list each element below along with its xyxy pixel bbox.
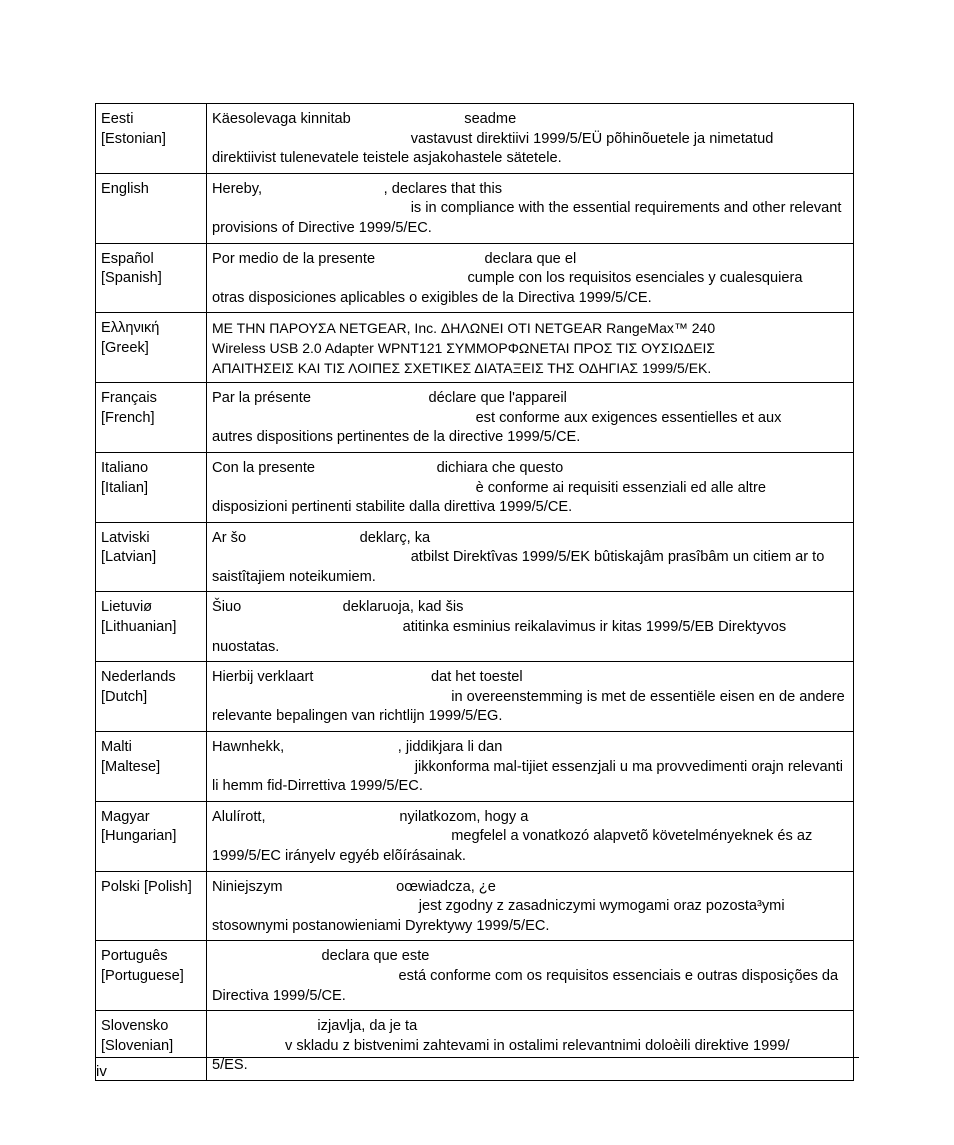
language-label: Italiano [Italian] [101,459,149,496]
declaration-table-body [96,104,854,1081]
declaration-cell [207,592,854,662]
language-cell [96,173,207,243]
language-cell [96,383,207,453]
table-row [96,801,854,871]
declaration-line: in overeenstemming is met de essentiële eisen en de andere [212,688,845,705]
declaration-line: li hemm fid-Dirrettiva 1999/5/EC. [212,778,423,795]
language-cell [96,104,207,174]
declaration-cell [207,313,854,383]
declaration-line: megfelel a vonatkozó alapvetõ követelményeknek és az [212,828,813,845]
language-label: Eesti [Estonian] [101,111,166,147]
language-label: Português [Portuguese] [101,948,184,984]
declaration-line: otras disposiciones aplicables o exigibles de la Directiva 1999/5/CE. [212,289,652,306]
table-row [96,383,854,453]
table-row [96,592,854,662]
declaration-line: está conforme com os requisitos essenciais e outras disposições da [212,967,839,984]
declaration-line: Hereby, , declares that this [212,180,503,197]
language-cell [96,941,207,1011]
language-label: Lietuviø [Lithuanian] [101,599,177,636]
declaration-line: Par la présente déclare que l'appareil [212,390,567,407]
language-cell [96,243,207,313]
declaration-line: Käesolevaga kinnitab seadme [212,111,517,127]
declaration-line: Directiva 1999/5/CE. [212,987,346,1004]
language-label: Malti [Maltese] [101,739,161,775]
declaration-line: provisions of Directive 1999/5/EC. [212,219,432,236]
declaration-line: jest zgodny z zasadniczymi wymogami oraz pozosta³ymi [212,898,785,915]
declaration-cell [207,383,854,453]
table-row [96,452,854,522]
declaration-line: atitinka esminius reikalavimus ir kitas 1999/5/EB Direktyvos nuostatas. [212,619,791,655]
table-row [96,662,854,732]
language-cell [96,313,207,383]
declaration-line: is in compliance with the essential requirements and other relevant [212,200,842,217]
language-label: Magyar [Hungarian] [101,808,177,845]
language-cell [96,592,207,662]
language-label: Latviski [Latvian] [101,529,157,566]
declaration-line: Con la presente dichiara che questo [212,459,564,476]
declaration-line: declara que este [212,948,430,965]
table-row [96,173,854,243]
declaration-line: cumple con los requisitos esenciales y cualesquiera [212,270,803,287]
language-cell [96,1011,207,1081]
language-cell [96,871,207,941]
table-row [96,522,854,592]
footer-rule [95,1057,859,1058]
declaration-cell [207,522,854,592]
declaration-line: v skladu z bistvenimi zahtevami in ostalimi relevantnimi doloèili direktive 1999/ [212,1037,790,1054]
table-row [96,871,854,941]
declaration-line: vastavust direktiivi 1999/5/EÜ põhinõuetele ja nimetatud [212,130,774,147]
declaration-cell [207,452,854,522]
declaration-line: Wireless USB 2.0 Adapter WPNT121 ΣΥΜΜΟΡΦΩΝΕΤΑΙ ΠΡΟΣ ΤΙΣ ΟΥΣΙΩΔΕΙΣ [212,339,716,356]
declaration-line: 1999/5/EC irányelv egyéb elõírásainak. [212,848,466,864]
declaration-line: Ar šo deklarç, ka [212,529,431,546]
table-row [96,1011,854,1081]
language-label: Nederlands [Dutch] [101,669,176,705]
declaration-cell [207,1011,854,1081]
declaration-line: relevante bepalingen van richtlijn 1999/5/EG. [212,708,503,725]
declaration-line: ΑΠΑΙΤΗΣΕΙΣ ΚΑΙ ΤΙΣ ΛΟΙΠΕΣ ΣΧΕΤΙΚΕΣ ΔΙΑΤΑΞΕΙΣ ΤΗΣ ΟΔΗΓΙΑΣ 1999/5/ΕΚ. [212,359,712,376]
declaration-cell [207,871,854,941]
page-number: iv [96,1063,107,1080]
declaration-line: saistîtajiem noteikumiem. [212,568,376,585]
language-cell [96,522,207,592]
declaration-line: è conforme ai requisiti essenziali ed alle altre [212,479,766,496]
declaration-line: 5/ES. [212,1057,248,1074]
language-label: Ελληνική [Greek] [101,320,160,356]
declaration-line: ΜΕ ΤΗΝ ΠΑΡΟΥΣΑ NETGEAR, Inc. ΔΗΛΩΝΕΙ ΟΤΙ NETGEAR RangeMax™ 240 [212,320,716,337]
declaration-table [95,103,854,1081]
declaration-line: Hawnhekk, , jiddikjara li dan [212,739,503,756]
declaration-line: autres dispositions pertinentes de la directive 1999/5/CE. [212,429,581,446]
declaration-line: atbilst Direktîvas 1999/5/EK bûtiskajâm prasîbâm un citiem ar to [212,549,825,566]
declaration-cell [207,173,854,243]
table-row [96,104,854,174]
declaration-line: izjavlja, da je ta [212,1018,418,1035]
language-cell [96,452,207,522]
language-cell [96,662,207,732]
declaration-line: direktiivist tulenevatele teistele asjakohastele sätetele. [212,150,562,167]
declaration-line: Niniejszym oœwiadcza, ¿e [212,878,496,895]
declaration-cell [207,732,854,802]
language-label: Español [Spanish] [101,250,162,287]
language-label: Polski [Polish] [101,878,192,895]
table-row [96,243,854,313]
declaration-cell [207,104,854,174]
table-row [96,941,854,1011]
declaration-line: Hierbij verklaart dat het toestel [212,669,523,686]
table-row [96,732,854,802]
table-row [96,313,854,383]
declaration-cell [207,801,854,871]
declaration-line: Por medio de la presente declara que el [212,250,577,267]
declaration-line: Alulírott, nyilatkozom, hogy a [212,808,529,825]
language-label: Français [French] [101,390,157,426]
declaration-line: stosownymi postanowieniami Dyrektywy 1999/5/EC. [212,917,550,934]
declaration-line: jikkonforma mal-tijiet essenzjali u ma provvedimenti orajn relevanti [212,758,843,775]
declaration-line: Šiuo deklaruoja, kad šis [212,599,464,616]
language-label: English [101,180,149,197]
language-cell [96,801,207,871]
declaration-line: est conforme aux exigences essentielles et aux [212,409,782,426]
declaration-cell [207,243,854,313]
language-label: Slovensko [Slovenian] [101,1018,174,1054]
language-cell [96,732,207,802]
declaration-line: disposizioni pertinenti stabilite dalla direttiva 1999/5/CE. [212,499,573,516]
declaration-cell [207,941,854,1011]
declaration-cell [207,662,854,732]
